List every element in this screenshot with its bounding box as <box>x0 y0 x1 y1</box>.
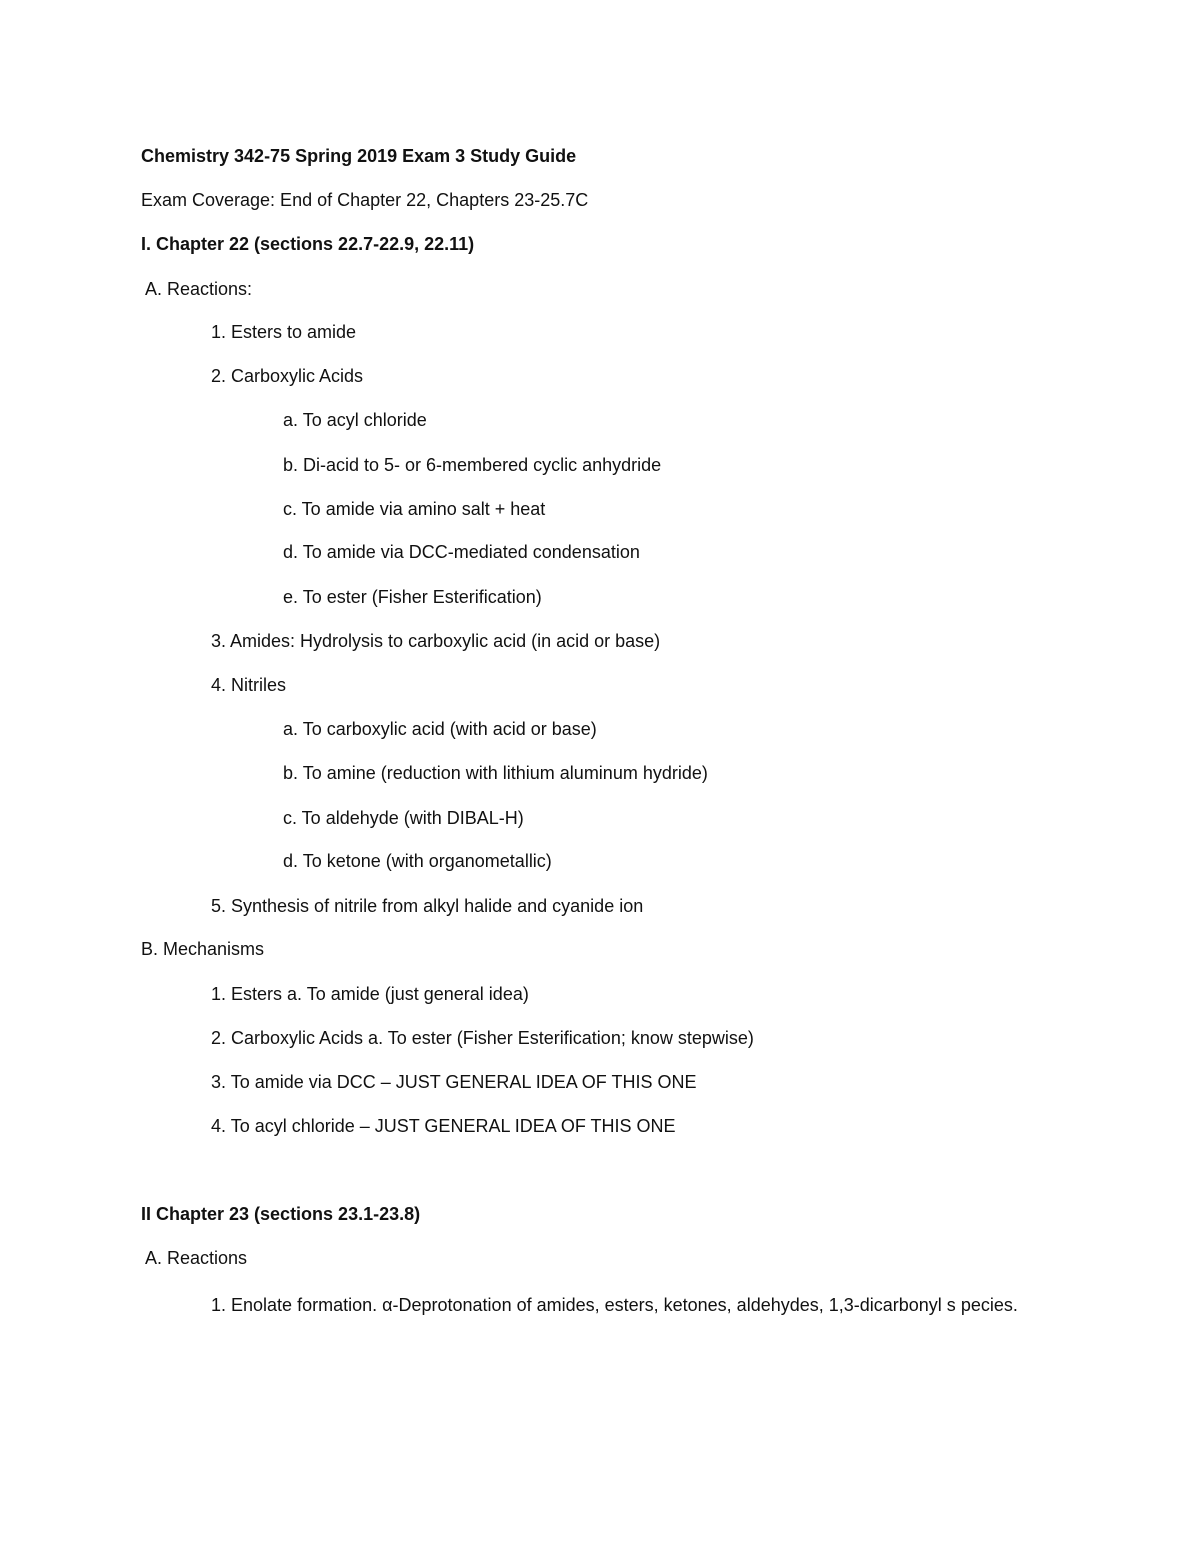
list-item: 4. To acyl chloride – JUST GENERAL IDEA OF THIS ONE <box>211 1116 676 1136</box>
list-item: b. To amine (reduction with lithium aluminum hydride) <box>283 763 708 783</box>
list-item: a. To acyl chloride <box>283 410 427 430</box>
list-item: d. To ketone (with organometallic) <box>283 851 552 871</box>
section-2-heading: II Chapter 23 (sections 23.1-23.8) <box>141 1204 421 1224</box>
list-item: 2. Carboxylic Acids <box>211 366 364 386</box>
list-item: e. To ester (Fisher Esterification) <box>283 587 542 607</box>
list-item: 4. Nitriles <box>211 675 287 695</box>
list-item: a. To carboxylic acid (with acid or base) <box>283 719 597 739</box>
section-1-heading: I. Chapter 22 (sections 22.7-22.9, 22.11) <box>141 234 475 254</box>
list-item: c. To aldehyde (with DIBAL-H) <box>283 808 524 828</box>
list-item: 1. Enolate formation. α-Deprotonation of amides, esters, ketones, aldehydes, 1,3-dicarbonyl s pecies. <box>211 1295 1018 1315</box>
list-item: 2. Carboxylic Acids a. To ester (Fisher Esterification; know stepwise) <box>211 1028 754 1048</box>
section-2-reactions-heading: A. Reactions <box>145 1248 248 1268</box>
list-item: 3. To amide via DCC – JUST GENERAL IDEA OF THIS ONE <box>211 1072 697 1092</box>
section-1-reactions-heading: A. Reactions: <box>145 279 253 299</box>
exam-coverage: Exam Coverage: End of Chapter 22, Chapters 23-25.7C <box>141 190 589 210</box>
list-item: 1. Esters to amide <box>211 322 357 342</box>
list-item: 1. Esters a. To amide (just general idea) <box>211 984 529 1004</box>
list-item: d. To amide via DCC-mediated condensation <box>283 542 640 562</box>
list-item: 3. Amides: Hydrolysis to carboxylic acid (in acid or base) <box>211 631 661 651</box>
list-item: 5. Synthesis of nitrile from alkyl halide and cyanide ion <box>211 896 644 916</box>
list-item: b. Di-acid to 5- or 6-membered cyclic anhydride <box>283 455 662 475</box>
section-1-mechanisms-heading: B. Mechanisms <box>141 939 265 959</box>
list-item: c. To amide via amino salt + heat <box>283 499 546 519</box>
document-title: Chemistry 342-75 Spring 2019 Exam 3 Study Guide <box>141 146 577 166</box>
